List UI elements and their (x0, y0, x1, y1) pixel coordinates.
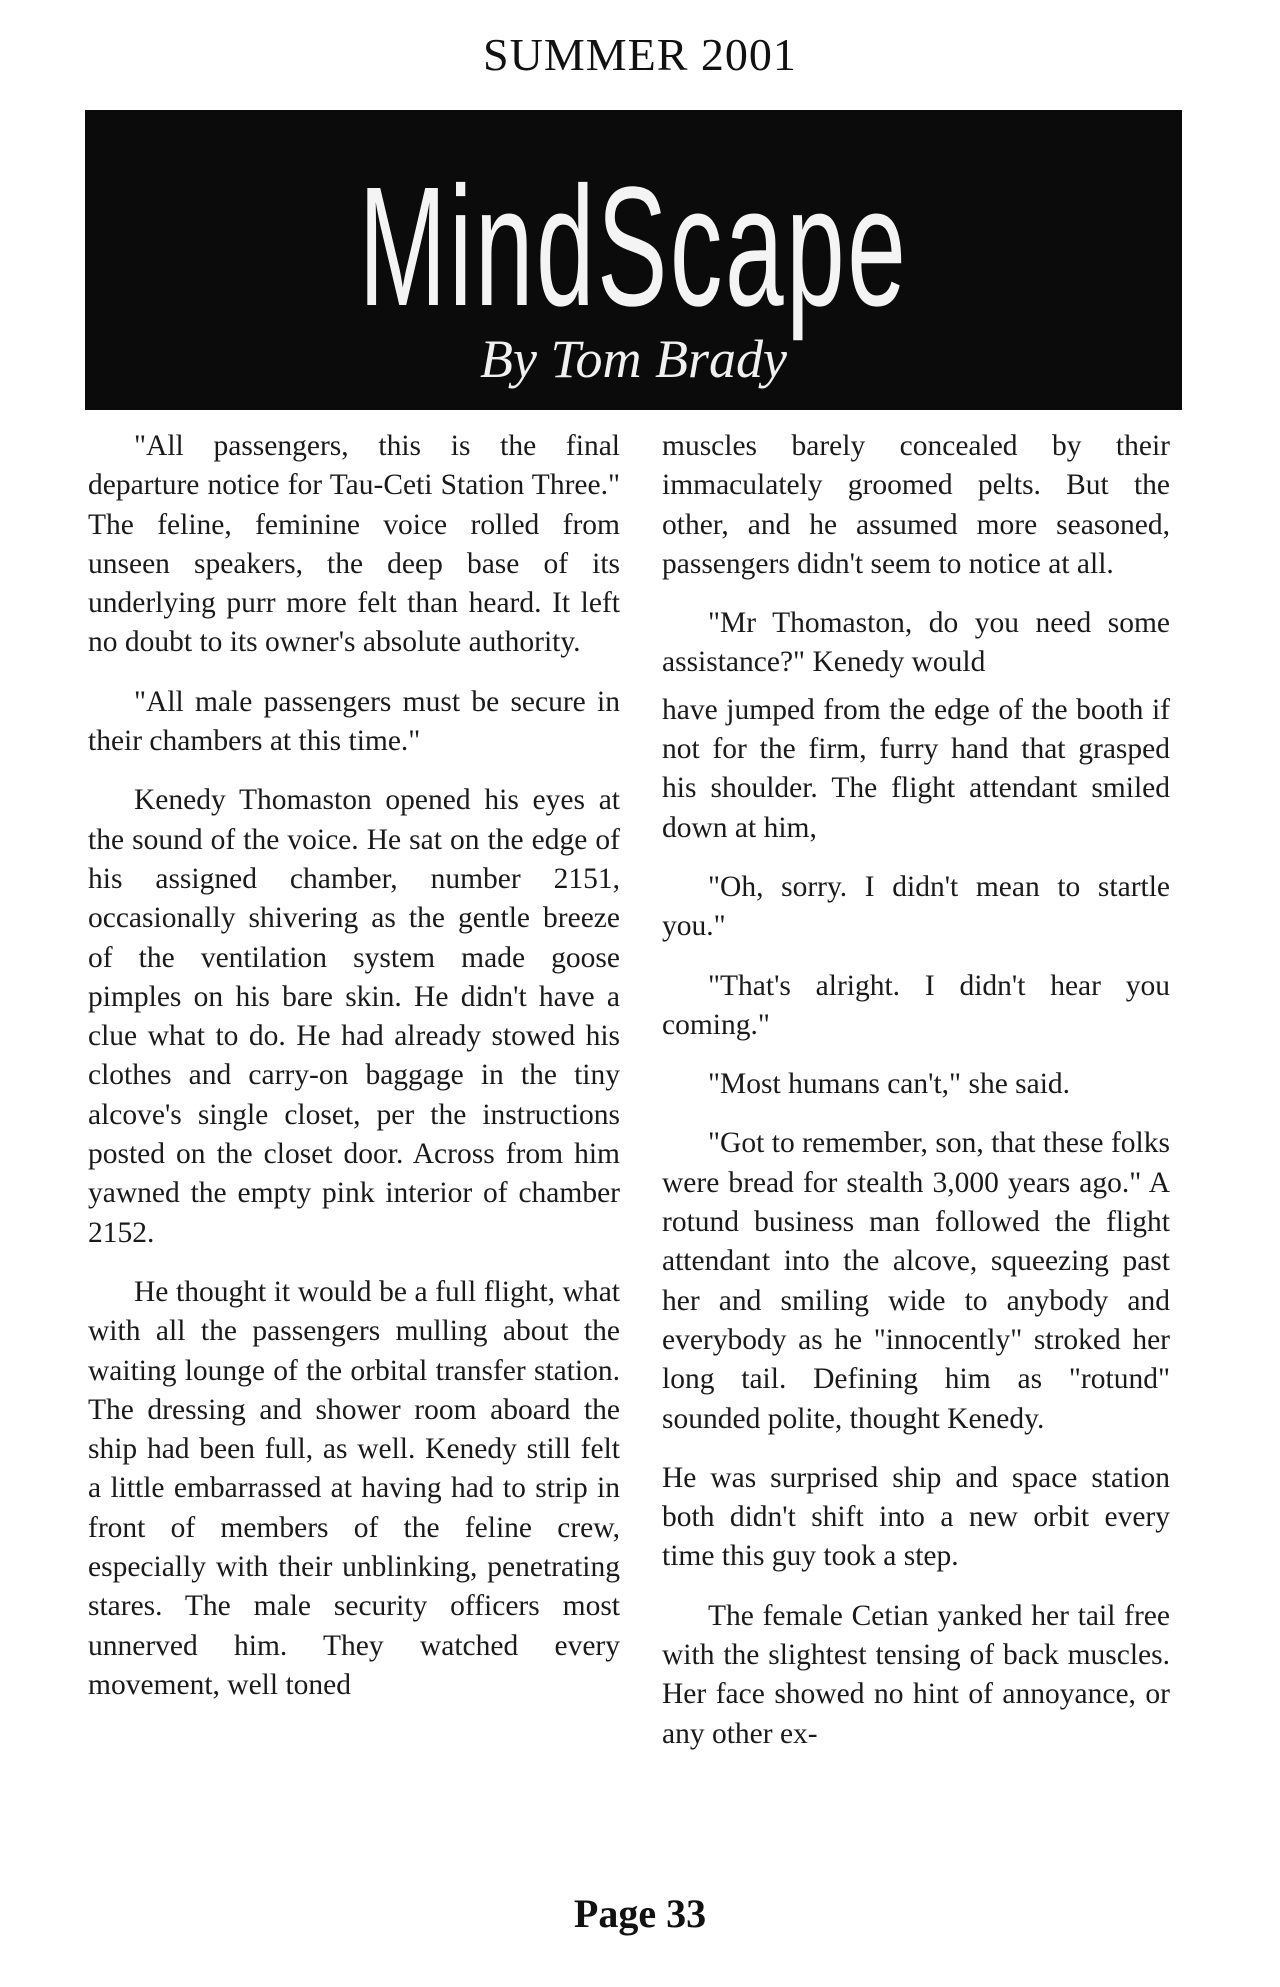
paragraph: have jumped from the edge of the booth if not for the firm, furry hand that grasped his shoulder. The flight attendant smiled down at him, (662, 693, 1170, 844)
issue-header: SUMMER 2001 (483, 29, 797, 80)
page-number: Page 33 (573, 1891, 707, 1936)
paragraph: "All male passengers must be secure in their chambers at this time." (88, 685, 620, 758)
paragraph: "Oh, sorry. I didn't mean to startle you." (662, 870, 1170, 943)
paragraph: He thought it would be a full flight, what with all the passengers mulling about the waiting lounge of the orbital transfer station. The dressing and shower room aboard the ship had been full, as well. Kenedy still felt a little embarrassed at having had to strip in front of members of the feline crew, especially with their unblinking, penetrating stares. The male security officers most unnerved him. They watched every movement, well toned (88, 1275, 620, 1701)
paragraph: "Got to remember, son, that these folks were bread for stealth 3,000 years ago." A rotund business man followed the flight attendant into the alcove, squeezing past her and smiling wide to anybody and everybody as he "innocently" stroked her long tail. Defining him as "rotund" sounded polite, thought Kenedy. (662, 1127, 1170, 1435)
paragraph: "That's alright. I didn't hear you coming." (662, 969, 1170, 1041)
paragraph: Kenedy Thomaston opened his eyes at the sound of the voice. He sat on the edge of his assigned chamber, number 2151, occasionally shivering as the gentle breeze of the ventilation system made goose pimples on his bare skin. He didn't have a clue what to do. He had already stowed his clothes and carry-on baggage in the tiny alcove's single closet, per the instructions posted on the closet door. Across from him yawned the empty pink interior of chamber 2152. (88, 784, 620, 1249)
paragraph: The female Cetian yanked her tail free with the slightest tensing of back muscles. Her face showed no hint of annoyance, or any other ex- (662, 1599, 1170, 1750)
story-title: MindScape (358, 152, 909, 342)
right-column (662, 427, 1170, 1774)
left-column (88, 427, 620, 1725)
paragraph: "All passengers, this is the final departure notice for Tau-Ceti Station Three." The feline, feminine voice rolled from unseen speakers, the deep base of its underlying purr more felt than heard. It left no doubt to its owner's absolute authority. (88, 430, 620, 659)
paragraph: He was surprised ship and space station both didn't shift into a new orbit every time this guy took a step. (662, 1461, 1170, 1573)
paragraph: muscles barely concealed by their immaculately groomed pelts. But the other, and he assumed more seasoned, passengers didn't seem to notice at all. (662, 430, 1170, 580)
story-byline: By Tom Brady (480, 329, 787, 389)
paragraph: "Mr Thomaston, do you need some assistance?" Kenedy would (662, 607, 1170, 679)
paragraph: "Most humans can't," she said. (708, 1068, 1071, 1101)
title-banner (85, 110, 1182, 410)
